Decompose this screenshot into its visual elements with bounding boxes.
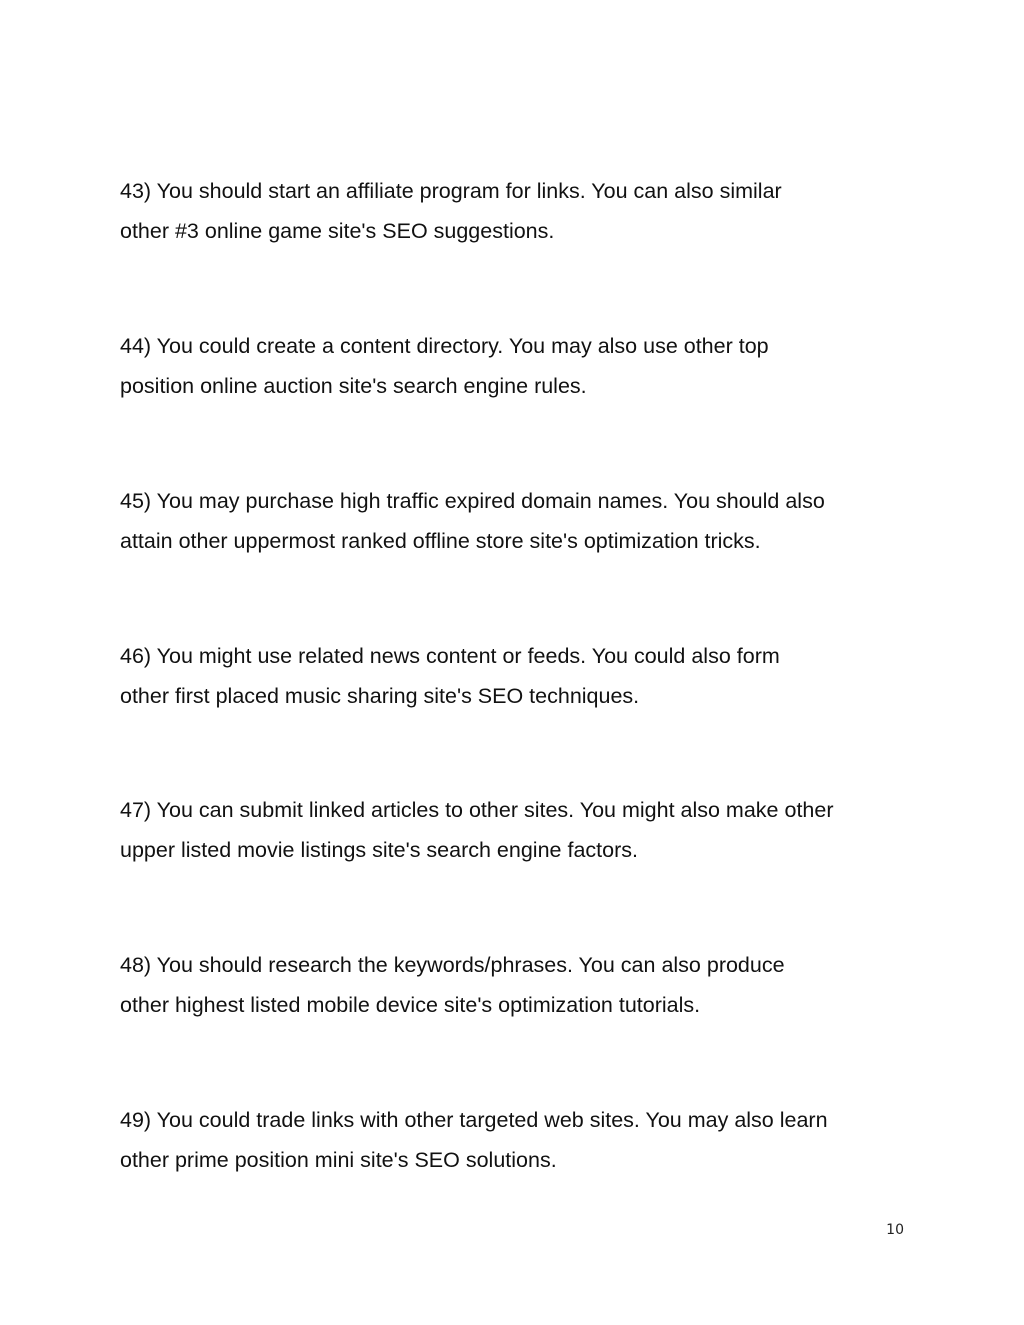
- list-item-line: other highest listed mobile device site's optimization tutorials.: [120, 993, 701, 1017]
- list-item: [120, 326, 920, 406]
- list-item-line: other prime position mini site's SEO solutions.: [120, 1148, 557, 1172]
- list-item-line: 45) You may purchase high traffic expired domain names. You should also: [120, 489, 825, 513]
- list-item-line: other first placed music sharing site's SEO techniques.: [120, 684, 640, 708]
- list-item-line: 44) You could create a content directory. You may also use other top: [120, 334, 769, 358]
- list-item-line: attain other uppermost ranked offline store site's optimization tricks.: [120, 529, 761, 553]
- list-item: [120, 945, 920, 1025]
- list-item-line: 48) You should research the keywords/phrases. You can also produce: [120, 953, 785, 977]
- list-item-line: upper listed movie listings site's search engine factors.: [120, 838, 638, 862]
- list-item: [120, 1100, 920, 1180]
- list-item: [120, 171, 920, 251]
- list-item: [120, 481, 920, 561]
- list-item-line: 49) You could trade links with other targeted web sites. You may also learn: [120, 1108, 828, 1132]
- list-item: [120, 636, 920, 716]
- list-item-line: 43) You should start an affiliate program for links. You can also similar: [120, 179, 782, 203]
- page-number: 10: [886, 1222, 904, 1238]
- list-item-line: 47) You can submit linked articles to other sites. You might also make other: [120, 798, 834, 822]
- list-item-line: 46) You might use related news content or feeds. You could also form: [120, 644, 780, 668]
- list-item-line: position online auction site's search engine rules.: [120, 374, 587, 398]
- list-item-line: other #3 online game site's SEO suggestions.: [120, 219, 555, 243]
- list-item: [120, 790, 920, 870]
